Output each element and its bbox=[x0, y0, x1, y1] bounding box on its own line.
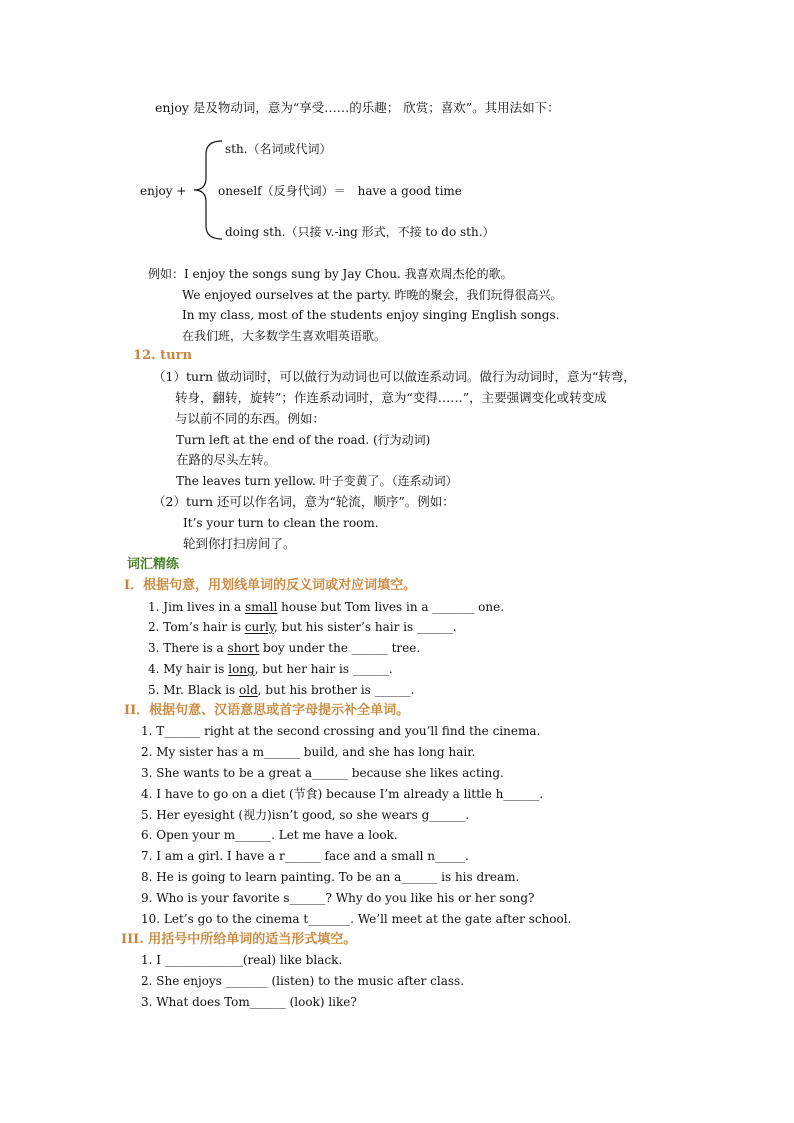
example-line: We enjoyed ourselves at the party. 昨晚的聚会，我们玩得很高兴。 bbox=[182, 288, 563, 302]
exercise-item: 8. He is going to learn painting. To be an a______ is his dream. bbox=[141, 870, 520, 884]
turn-example-line: 在路的尽头左转。 bbox=[176, 452, 277, 467]
exercise-item: 2. She enjoys _______ (listen) to the music after class. bbox=[141, 974, 465, 988]
turn-example-line: 轮到你打扫房间了。 bbox=[183, 536, 296, 551]
diagram-branch-doing: doing sth.（只接 v.-ing 形式，不接 to do sth.） bbox=[225, 225, 495, 239]
example-line: In my class, most of the students enjoy singing English songs. bbox=[182, 308, 560, 322]
turn-paragraph-line: （1）turn 做动词时，可以做行为动词也可以做连系动词。做行为动词时，意为“转弯， bbox=[153, 369, 636, 384]
exercise-item: 3. She wants to be a great a______ because she likes acting. bbox=[141, 766, 504, 780]
diagram-branch-sth: sth.（名词或代词） bbox=[225, 142, 332, 156]
exercise-item: 9. Who is your favorite s______? Why do you like his or her song? bbox=[141, 891, 535, 905]
turn-example-line: The leaves turn yellow. 叶子变黄了。（连系动词） bbox=[176, 474, 458, 488]
exercise-item: 2. Tom’s hair is curly, but his sister’s hair is ______. bbox=[148, 620, 457, 634]
example-line: 在我们班，大多数学生喜欢唱英语歌。 bbox=[182, 329, 387, 343]
vocab-heading: 词汇精练 bbox=[127, 557, 180, 572]
turn-heading: 12. turn bbox=[133, 348, 192, 363]
turn-paragraph-line: 与以前不同的东西。例如： bbox=[175, 411, 326, 426]
exercise-item: 3. What does Tom______ (look) like? bbox=[141, 995, 357, 1009]
exercise-item: 10. Let’s go to the cinema t_______. We’ll meet at the gate after school. bbox=[141, 912, 572, 926]
diagram-lead: enjoy + bbox=[140, 184, 187, 198]
exercise-item: 5. Her eyesight (视力)isn’t good, so she wears g______. bbox=[141, 808, 470, 822]
turn-paragraph-line: 转身，翻转，旋转”；作连系动词时，意为“变得……”，主要强调变化或转变成 bbox=[175, 390, 607, 405]
section-2-title: II．根据句意、汉语意思或首字母提示补全单词。 bbox=[124, 703, 410, 718]
exercise-item: 4. My hair is long, but her hair is ______. bbox=[148, 662, 393, 676]
turn-example-line: It’s your turn to clean the room. bbox=[183, 516, 379, 530]
exercise-item: 1. I _____________(real) like black. bbox=[141, 953, 343, 967]
exercise-item: 3. There is a short boy under the ______ tree. bbox=[148, 641, 421, 655]
section-3-title: III. 用括号中所给单词的适当形式填空。 bbox=[121, 932, 357, 947]
exercise-item: 7. I am a girl. I have a r______ face and a small n_____. bbox=[141, 849, 469, 863]
turn-example-line: Turn left at the end of the road. (行为动词) bbox=[176, 433, 431, 447]
diagram-branch-oneself: oneself（反身代词）＝ have a good time bbox=[218, 184, 462, 198]
exercise-item: 1. Jim lives in a small house but Tom lives in a _______ one. bbox=[148, 600, 505, 614]
exercise-item: 1. T______ right at the second crossing and you’ll find the cinema. bbox=[141, 724, 541, 738]
exercise-item: 5. Mr. Black is old, but his brother is ______. bbox=[148, 683, 415, 697]
intro-text: enjoy 是及物动词，意为“享受……的乐趣； 欣赏；喜欢”。其用法如下： bbox=[155, 100, 560, 115]
section-1-title: I．根据句意，用划线单词的反义词或对应词填空。 bbox=[124, 578, 417, 593]
turn-paragraph-line: （2）turn 还可以作名词，意为“轮流，顺序”。例如： bbox=[153, 494, 455, 509]
example-line: 例如：I enjoy the songs sung by Jay Chou. 我喜欢周杰伦的歌。 bbox=[148, 267, 513, 281]
exercise-item: 2. My sister has a m______ build, and she has long hair. bbox=[141, 745, 476, 759]
exercise-item: 4. I have to go on a diet (节食) because I’m already a little h______. bbox=[141, 787, 544, 801]
exercise-item: 6. Open your m______. Let me have a look. bbox=[141, 828, 398, 842]
